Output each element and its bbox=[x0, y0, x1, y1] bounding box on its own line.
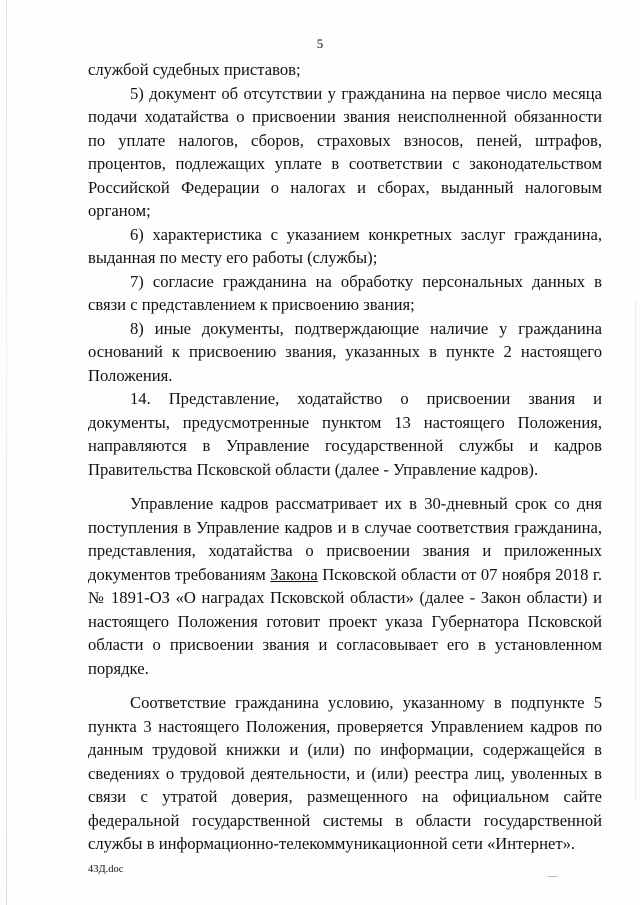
paragraph-continuation: службой судебных приставов; bbox=[88, 60, 301, 79]
review-text-start: Управление кадров рассматривает их в 30-дневный срок со дня поступления в Управление кадров и в случае соответствия гражданина, представления, ходатайства о присвоении звания и приложенных документов требованиям bbox=[88, 494, 602, 584]
paragraph-clause-14: 14. Представление, ходатайство о присвоении звания и документы, предусмотренные пунктом 13 настоящего Положения, направляются в Управление государственной службы и кадров Правительства Псковской области (далее - Управление кадров). bbox=[88, 389, 602, 479]
review-text-end: Псковской области от 07 ноября 2018 г. № 1891-ОЗ «О наградах Псковской области» (далее - Закон области) и настоящего Положения готовит проект указа Губернатора Псковской области о присвоении звания и согласовывает его в установленном порядке. bbox=[88, 564, 602, 678]
paragraph-item-6: 6) характеристика с указанием конкретных заслуг гражданина, выданная по месту его работы (службы); bbox=[88, 224, 602, 267]
scan-edge-left bbox=[6, 0, 7, 905]
scan-edge-right bbox=[635, 300, 636, 800]
paragraph-compliance-check: Соответствие гражданина условию, указанному в подпункте 5 пункта 3 настоящего Положения, проверяется Управлением кадров по данным трудовой книжки и (или) по информации, содержащейся в сведениях о трудовой деятельности, и (или) реестра лиц, уволенных в связи с утратой доверия, размещенного на официальном сайте федеральной государственной системы в области государственной службы в информационно-телекоммуникационной сети «Интернет». bbox=[88, 693, 602, 853]
paragraph-item-8: 8) иные документы, подтверждающие наличие у гражданина оснований к присвоению звания, указанных в пункте 2 настоящего Положения. bbox=[88, 318, 602, 385]
paragraph-item-5: 5) документ об отсутствии у гражданина на первое число месяца подачи ходатайства о присвоении звания неисполненной обязанности по уплате налогов, сборов, страховых взносов, пеней, штрафов, процентов, подлежащих уплате в соответствии с законодательством Российской Федерации о налогах и сборах, выданный налоговым органом; bbox=[88, 83, 602, 220]
scan-mark bbox=[548, 876, 558, 877]
footer-filename: 43Д.doc bbox=[88, 864, 124, 875]
document-body bbox=[88, 58, 602, 856]
page-number: 5 bbox=[316, 36, 324, 51]
law-link[interactable]: Закона bbox=[270, 564, 318, 584]
paragraph-review-procedure bbox=[88, 492, 602, 680]
paragraph-item-7: 7) согласие гражданина на обработку персональных данных в связи с представлением к присвоению звания; bbox=[88, 271, 602, 314]
